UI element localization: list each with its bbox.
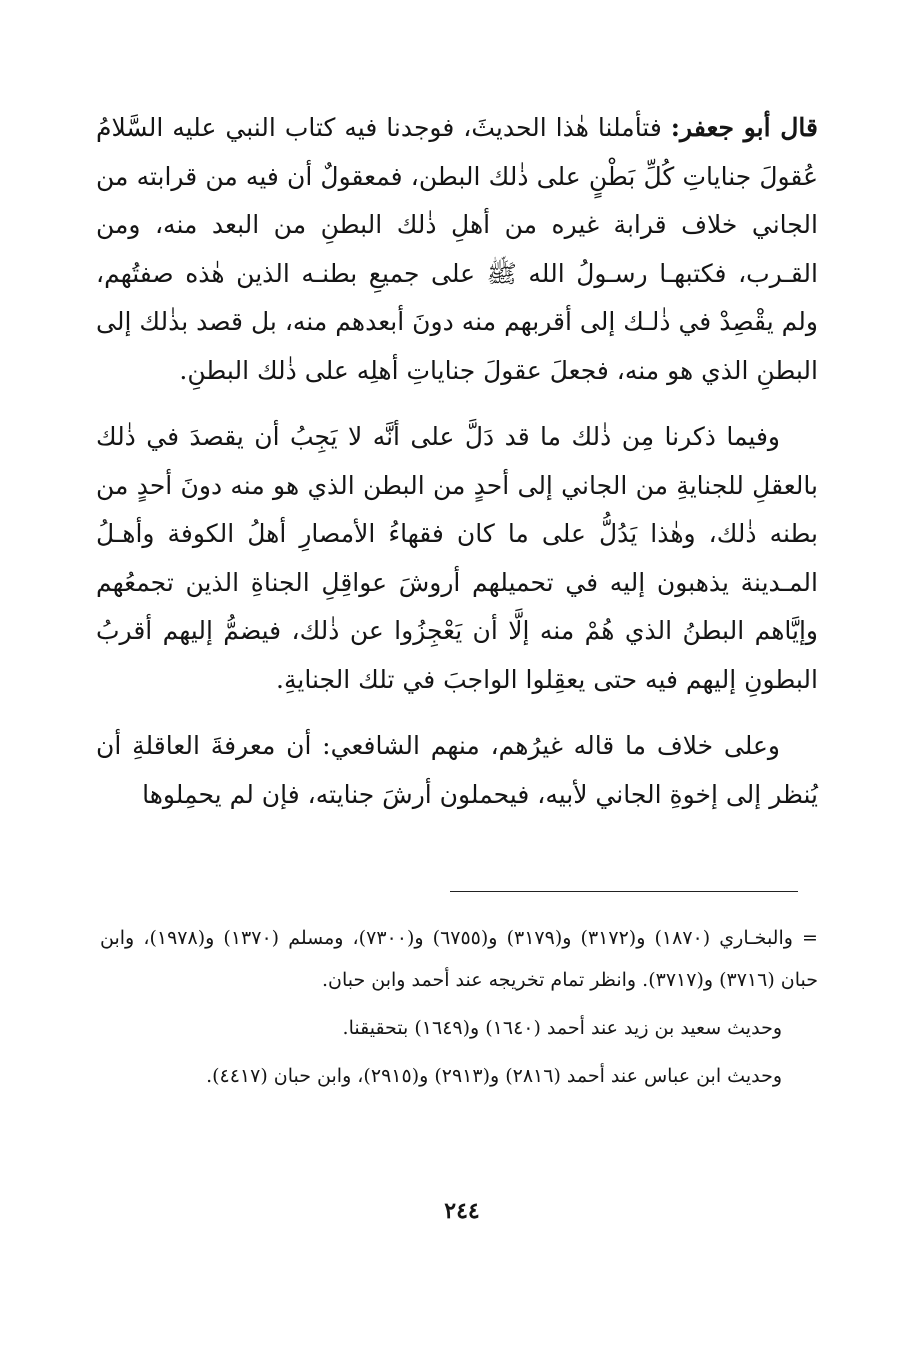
- paragraph-lead: قال أبو جعفر:: [670, 113, 818, 142]
- footnote-2: وحديث سعيد بن زيد عند أحمد (١٦٤٠) و(١٦٤٩) بتحقيقنا.: [342, 1017, 782, 1039]
- footnotes: [100, 917, 818, 1103]
- page-number: ٢٤٤: [444, 1198, 480, 1224]
- footnote-3: وحديث ابن عباس عند أحمد (٢٨١٦) و(٢٩١٣) و(٢٩١٥)، وابن حبان (٤٤١٧).: [206, 1065, 782, 1087]
- footnote-1: = والبخـاري (١٨٧٠) و(٣١٧٢) و(٣١٧٩) و(٦٧٥٥) و(٧٣٠٠)، ومسلم (١٣٧٠) و(١٩٧٨)، وابن حبان (٣٧١٦) و(٣٧١٧). وانظر تمام تخريجه عند أحمد وابن حبان.: [100, 927, 818, 991]
- paragraph-1: [96, 104, 818, 395]
- paragraph-text: فتأملنا هٰذا الحديثَ، فوجدنا فيه كتاب النبي عليه السَّلامُ عُقولَ جناياتِ كُلِّ بَطْنٍ على ذٰلك البطن، فمعقولٌ أن فيه من قرابته من الجاني خلاف قرابة غيره من أهلِ ذٰلك البطنِ من البعد منه، ومن القـرب، فكتبهـا رسـولُ الله ﷺ على جميعِ بطنـه الذين هٰذه صفتُهم، ولم يقْصِدْ في ذٰلـك إلى أقربهم منه دونَ أبعدهم منه، بل قصد بذٰلك إلى البطنِ الذي هو منه، فجعلَ عقولَ جناياتِ أهلِه على ذٰلك البطنِ.: [96, 113, 818, 385]
- paragraph-2: [96, 413, 818, 704]
- paragraph-text: وفيما ذكرنا مِن ذٰلك ما قد دَلَّ على أنَّه لا يَجِبُ أن يقصدَ في ذٰلك بالعقلِ للجنايةِ من الجاني إلى أحدٍ من البطن الذي هو منه دونَ أحدٍ من بطنه ذٰلك، وهٰذا يَدُلُّ على ما كان فقهاءُ الأمصارِ أهلُ الكوفة وأهـلُ المـدينة يذهبون إليه في تحميلهم أروشَ عواقِلِ الجناةِ الذين تجمعُهم وإيَّاهم البطنُ الذي هُمْ منه إلَّا أن يَعْجِزُوا عن ذٰلك، فيضمُّ إليهم أقربُ البطونِ إليهم فيه حتى يعقِلوا الواجبَ في تلك الجنايةِ.: [96, 422, 818, 694]
- main-text: [96, 104, 818, 837]
- footnote-divider: [450, 891, 798, 892]
- paragraph-3: [96, 722, 818, 819]
- paragraph-text: وعلى خلاف ما قاله غيرُهم، منهم الشافعي: أن معرفةَ العاقلةِ أن يُنظر إلى إخوةِ الجاني لأبيه، فيحملون أرشَ جنايته، فإن لم يحمِلوها: [96, 731, 818, 809]
